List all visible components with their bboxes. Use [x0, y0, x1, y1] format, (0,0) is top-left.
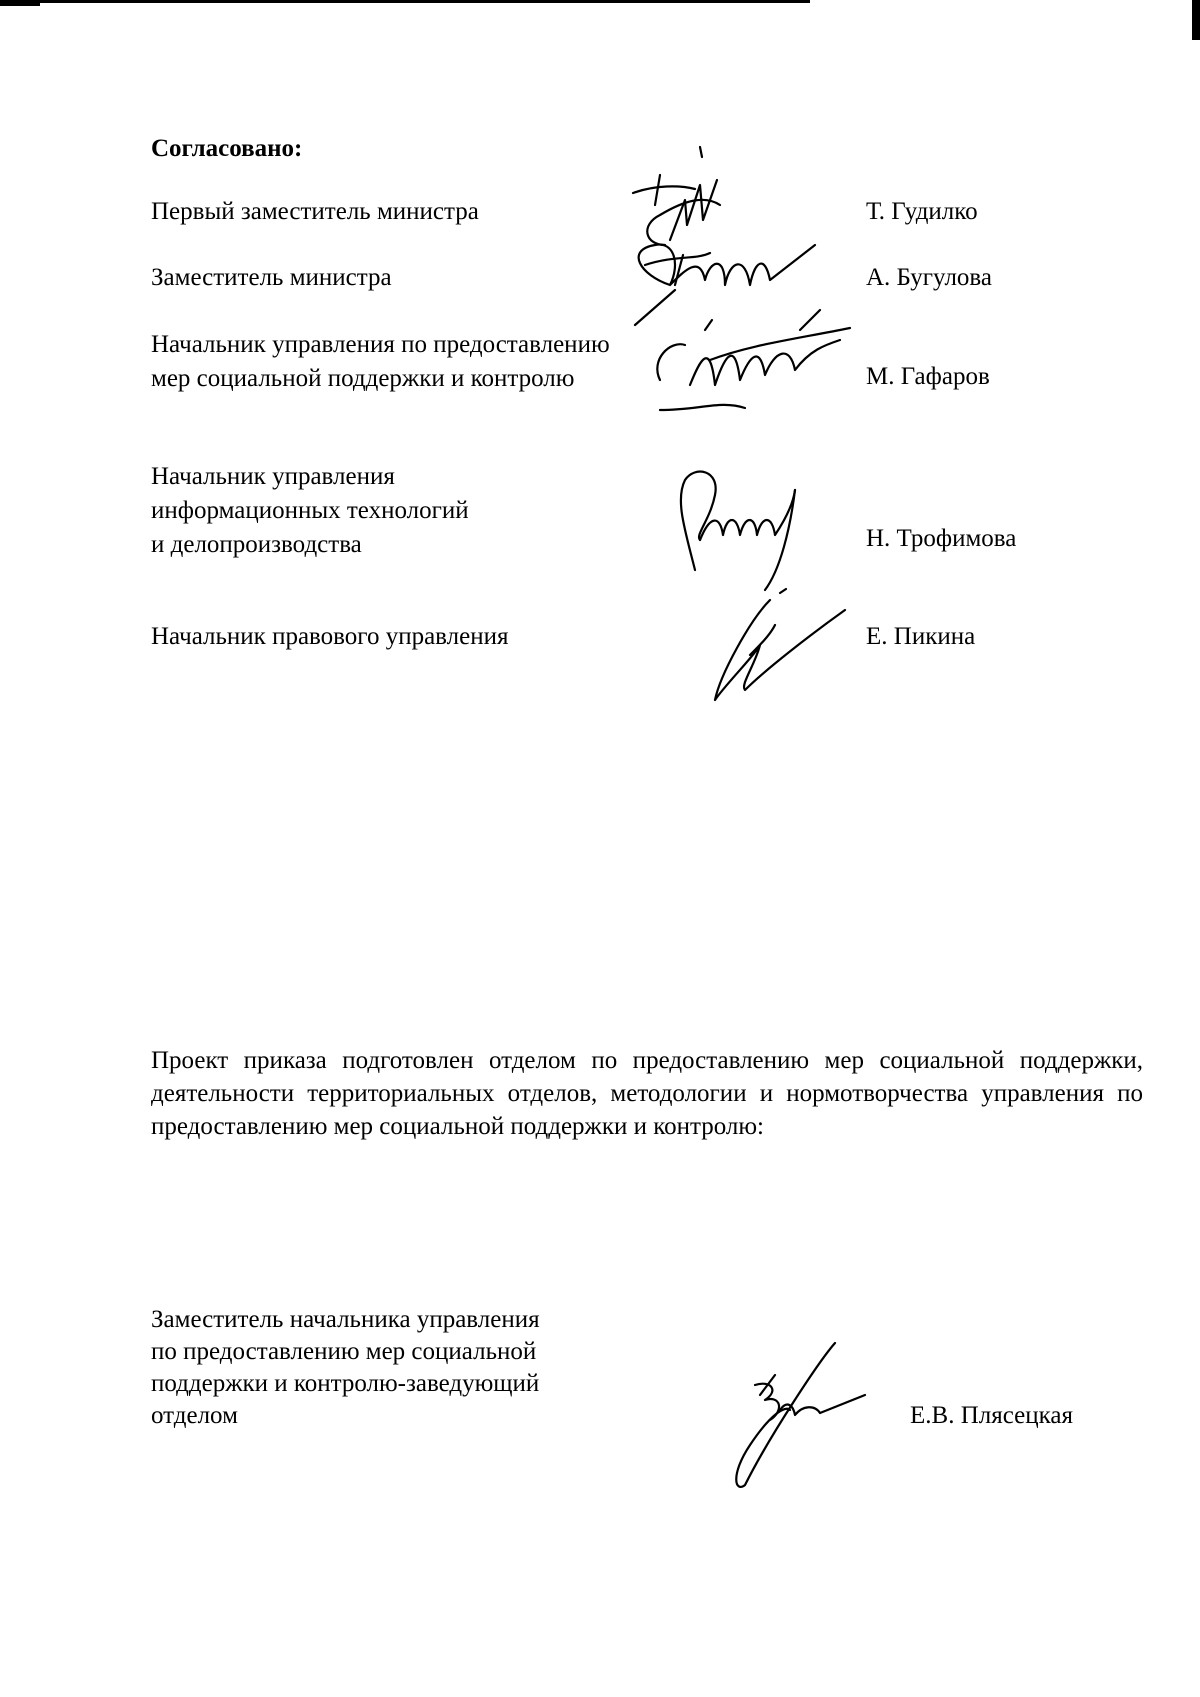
approval-heading: Согласовано:	[151, 135, 303, 162]
position-line: Начальник управления	[151, 463, 395, 490]
approver-position-2	[151, 261, 392, 295]
approver-position-3	[151, 328, 610, 396]
scan-edge-mark	[1192, 0, 1200, 40]
preparer-position	[151, 1304, 540, 1432]
signature-pikina-icon	[700, 585, 860, 710]
position-line: Заместитель начальника управления	[151, 1306, 540, 1333]
approver-position-1	[151, 195, 479, 229]
approver-name-5: Е. Пикина	[866, 623, 976, 650]
position-line: Первый заместитель министра	[151, 198, 479, 225]
preparer-name: Е.В. Плясецкая	[910, 1402, 1073, 1429]
approver-name-1: Т. Гудилко	[866, 198, 978, 225]
position-line: информационных технологий	[151, 497, 469, 524]
position-line: Начальник управления по предоставлению	[151, 331, 610, 358]
signature-plyasetskaya-icon	[725, 1335, 870, 1495]
scan-edge-line	[0, 0, 810, 3]
approver-position-4	[151, 460, 469, 562]
position-line: мер социальной поддержки и контролю	[151, 365, 575, 392]
position-line: отделом	[151, 1402, 238, 1429]
position-line: Начальник правового управления	[151, 623, 509, 650]
scan-edge-corner	[0, 0, 40, 6]
signature-trofimova-icon	[665, 460, 830, 600]
approver-name-2: А. Бугулова	[866, 264, 992, 291]
signature-gafarov-icon	[640, 300, 870, 435]
approver-name-4: Н. Трофимова	[866, 525, 1017, 552]
document-note: Проект приказа подготовлен отделом по предоставлению мер социальной поддержки, деятельности территориальных отделов, методологии и нормотворчества управления по предоставлению мер социальной поддержки и контролю:	[151, 1047, 1143, 1140]
position-line: Заместитель министра	[151, 264, 392, 291]
position-line: поддержки и контролю-заведующий	[151, 1370, 540, 1397]
position-line: и делопроизводства	[151, 531, 362, 558]
position-line: по предоставлению мер социальной	[151, 1338, 537, 1365]
approver-name-3: М. Гафаров	[866, 363, 990, 390]
approver-position-5	[151, 620, 508, 654]
